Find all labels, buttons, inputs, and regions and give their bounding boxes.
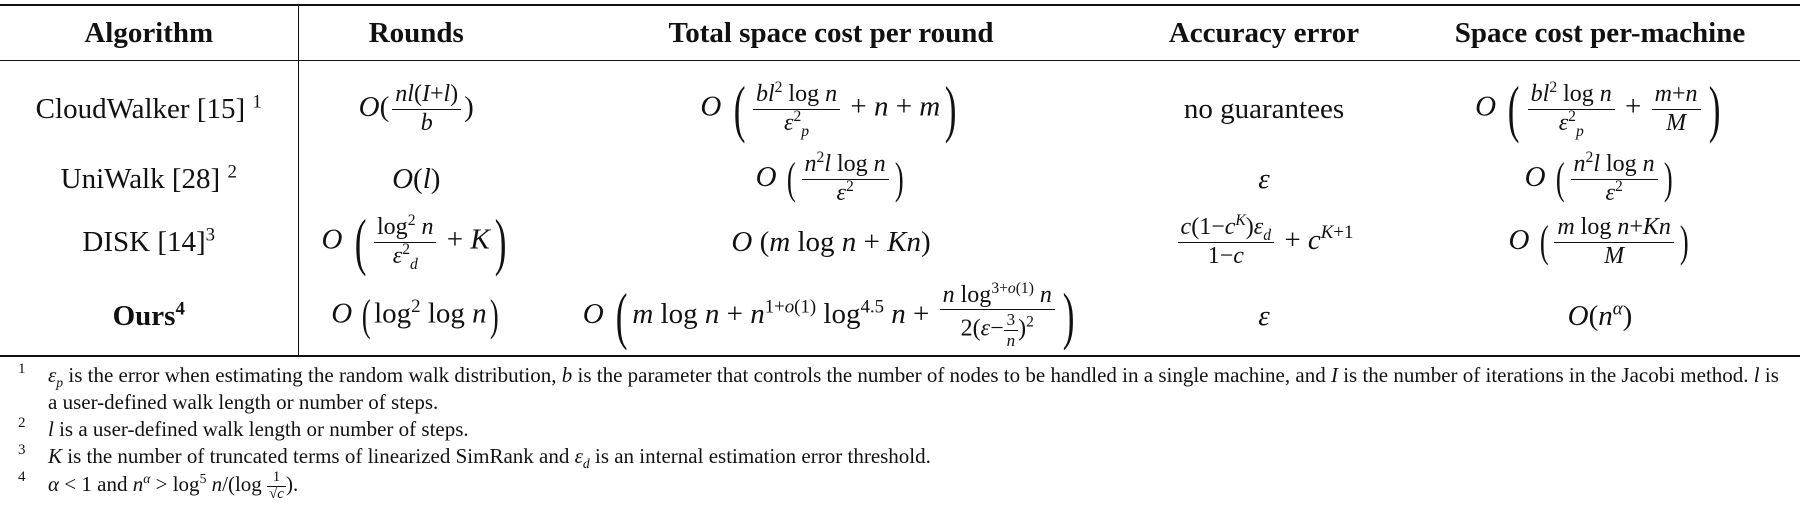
algorithm-cell bbox=[0, 61, 298, 152]
footnote-text: is the number of iterations in the Jacobi method. bbox=[1343, 363, 1749, 387]
header-accuracy: Accuracy error bbox=[1128, 5, 1400, 61]
header-rounds: Rounds bbox=[298, 5, 534, 61]
total-space-cell: O ( $\frac{bl^2 \log n}{\varepsilon^2_p}$ + n + m) bbox=[700, 73, 957, 144]
algorithm-name: Ours bbox=[112, 299, 176, 332]
header-space-machine: Space cost per-machine bbox=[1400, 5, 1800, 61]
accuracy-cell: ε bbox=[1258, 162, 1270, 195]
footnote-marker: 3 bbox=[205, 224, 216, 246]
total-space-cell: O ( $\frac{n^2l \log n}{\varepsilon^2}$ ) bbox=[755, 149, 904, 206]
rounds-cell: O( $\frac{nl(I+l)}{b}$ ) bbox=[358, 80, 474, 136]
footnote-text: is the parameter that controls the number of nodes to be handled in a single machine, and bbox=[577, 363, 1326, 387]
algorithm-name: UniWalk [28] bbox=[60, 162, 221, 195]
space-machine-cell: O ( $\frac{bl^2 \log n}{\varepsilon^2_p}$ + $\frac{m+n}{M}$ ) bbox=[1475, 73, 1721, 144]
footnote-marker: 2 bbox=[227, 160, 237, 182]
footnotes bbox=[18, 362, 1793, 503]
table-header-row bbox=[0, 5, 1800, 61]
header-total-space: Total space cost per round bbox=[534, 5, 1128, 61]
footnote-text: < 1 and bbox=[64, 472, 128, 497]
footnote-text: is the error when estimating the random walk distribution, bbox=[68, 363, 557, 387]
footnote-marker: 2 bbox=[18, 415, 26, 431]
footnote-marker: 4 bbox=[175, 298, 185, 320]
total-space-cell: O ( m $\log n + n^{1+o(1)}$ $\log^{4.5} n$ + n $\log^{3+o(1)} n$ 2(ε− $\frac{3}{n}$ )$^2$ ) bbox=[534, 277, 1128, 356]
algorithm-cell bbox=[0, 207, 298, 277]
accuracy-cell: no guarantees bbox=[1183, 92, 1345, 125]
rounds-cell: O ( $\frac{\log^2 n}{\varepsilon^2_d}$ + K) bbox=[321, 206, 507, 278]
rounds-cell: O ( $\log^2 \log n$) bbox=[298, 277, 534, 356]
accuracy-cell: $\frac{c(1-c^K)\varepsilon_d}{1-c}$ + $c^{K+1}$ bbox=[1128, 207, 1400, 277]
rounds-cell: O(l) bbox=[392, 162, 441, 195]
footnote-marker: 3 bbox=[18, 442, 26, 458]
table-row bbox=[0, 61, 1800, 152]
footnote-2: 2 l is a user-defined walk length or number of steps. bbox=[18, 416, 1793, 443]
footnote-text: is the number of truncated terms of linearized SimRank and bbox=[67, 444, 570, 468]
accuracy-cell: ε bbox=[1128, 277, 1400, 356]
space-machine-cell: $O(n^\alpha)$ bbox=[1400, 277, 1800, 356]
footnote-4: 4 α < 1 and $n^\alpha > \log^5 n/(\log$ $\frac{1}{√c}$ ). bbox=[18, 470, 1793, 503]
footnote-marker: 4 bbox=[18, 469, 26, 485]
table-row bbox=[0, 151, 1800, 207]
footnote-marker: 1 bbox=[252, 90, 262, 112]
footnote-text: is a user-defined walk length or number of steps. bbox=[48, 363, 1779, 414]
table-row bbox=[0, 277, 1800, 356]
algorithm-cell bbox=[0, 151, 298, 207]
footnote-text: is a user-defined walk length or number of steps. bbox=[59, 417, 469, 441]
footnote-text: is an internal estimation error threshold. bbox=[594, 444, 931, 468]
algorithm-name: CloudWalker [15] bbox=[35, 92, 246, 125]
footnote-3: 3 K is the number of truncated terms of linearized SimRank and $\varepsilon_d$ is an internal estimation error threshold. bbox=[18, 443, 1793, 470]
space-machine-cell: O ( $\frac{\text{m log n+Kn}}{M}$ ) bbox=[1508, 214, 1689, 269]
header-algorithm: Algorithm bbox=[0, 5, 298, 61]
footnote-marker: 1 bbox=[18, 361, 26, 377]
algorithm-name: DISK [14] bbox=[82, 225, 206, 258]
space-machine-cell: O ( $\frac{n^2l \log n}{\varepsilon^2}$ ) bbox=[1524, 149, 1673, 206]
total-space-cell: O (m log n + Kn) bbox=[731, 225, 931, 258]
table-row bbox=[0, 207, 1800, 277]
algorithm-cell bbox=[0, 277, 298, 356]
footnote-1: 1 $\varepsilon_p$ is the error when estimating the random walk distribution, b is the parameter that controls the number of nodes to be handled in a single machine, and I is the number of iterations in the Jacobi method. l is a user-defined walk length or number of steps. bbox=[18, 362, 1793, 416]
comparison-table bbox=[0, 4, 1800, 357]
